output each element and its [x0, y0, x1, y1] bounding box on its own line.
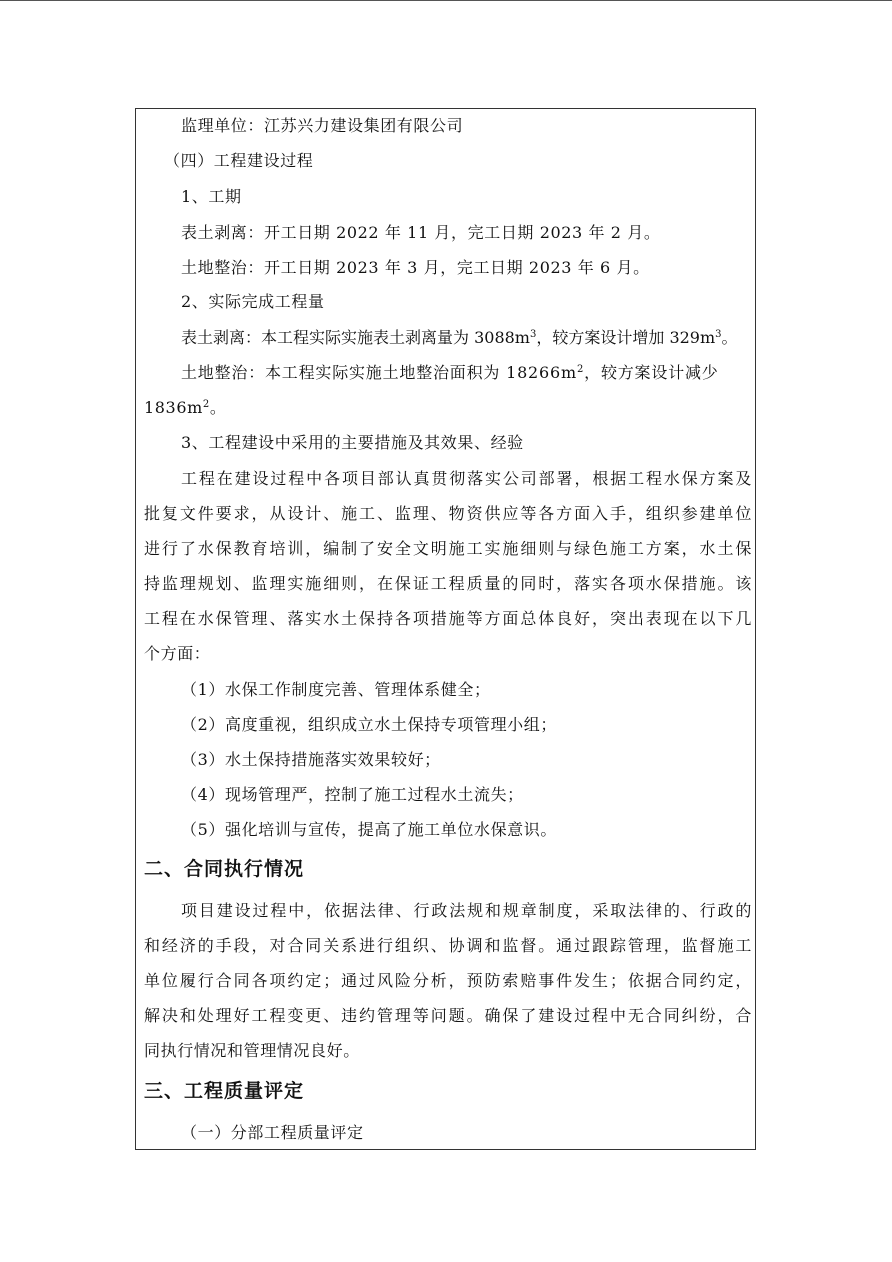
- measures-line-6: 个方面：: [144, 644, 211, 663]
- qty-topsoil-text-c: 。: [721, 328, 738, 347]
- schedule-topsoil: 表土剥离：开工日期 2022 年 11 月，完工日期 2023 年 2 月。: [181, 223, 661, 242]
- qty-land-line-cont: [144, 397, 752, 419]
- page-top-rule: [0, 0, 892, 1]
- section-4-title: （四）工程建设过程: [164, 151, 314, 170]
- qty-land-sup-2: 2: [202, 399, 210, 410]
- measures-line-5: 工程在水保管理、落实水土保持各项措施等方面总体良好，突出表现在以下几: [144, 609, 752, 628]
- highlight-5: （5）强化培训与宣传，提高了施工单位水保意识。: [181, 820, 557, 839]
- measures-line-4: 持监理规划、监理实施细则，在保证工程质量的同时，落实各项水保措施。该: [144, 574, 752, 593]
- section-3-1-title: （一）分部工程质量评定: [181, 1123, 364, 1142]
- schedule-land: 土地整治：开工日期 2023 年 3 月，完工日期 2023 年 6 月。: [181, 258, 650, 277]
- heading-quality: 三、工程质量评定: [144, 1080, 305, 1102]
- qty-topsoil-text-a: 表土剥离：本工程实际实施表土剥离量为 3088m: [181, 328, 530, 347]
- qty-topsoil-sup-2: 3: [715, 329, 722, 340]
- supervisor-line: 监理单位：江苏兴力建设集团有限公司: [181, 116, 464, 135]
- measures-line-2: 批复文件要求，从设计、施工、监理、物资供应等各方面入手，组织参建单位: [144, 504, 752, 523]
- contract-line-3: 单位履行合同各项约定；通过风险分析，预防索赔事件发生；依据合同约定，: [144, 971, 752, 990]
- highlight-1: （1）水保工作制度完善、管理体系健全；: [181, 680, 491, 699]
- contract-line-1: 项目建设过程中，依据法律、行政法规和规章制度，采取法律的、行政的: [181, 901, 752, 920]
- highlight-2: （2）高度重视，组织成立水土保持专项管理小组；: [181, 715, 557, 734]
- qty-land-line: [144, 362, 752, 384]
- qty-land-text-b: ，较方案设计减少: [584, 363, 719, 382]
- qty-topsoil-line: [144, 327, 752, 349]
- qty-land-sup-1: 2: [576, 364, 585, 375]
- contract-line-2: 和经济的手段，对合同关系进行组织、协调和监督。通过跟踪管理，监督施工: [144, 936, 752, 955]
- measures-line-3: 进行了水保教育培训，编制了安全文明施工实施细则与绿色施工方案，水土保: [144, 539, 752, 558]
- highlight-3: （3）水土保持措施落实效果较好；: [181, 750, 441, 769]
- highlight-4: （4）现场管理严，控制了施工过程水土流失；: [181, 785, 524, 804]
- qty-land-text-a: 土地整治：本工程实际实施土地整治面积为 18266m: [181, 363, 577, 382]
- item-2-title: 2、实际完成工程量: [181, 292, 325, 311]
- contract-line-5: 同执行情况和管理情况良好。: [144, 1041, 360, 1060]
- measures-line-1: 工程在建设过程中各项目部认真贯彻落实公司部署，根据工程水保方案及: [181, 469, 752, 488]
- qty-land-text-d: 。: [209, 398, 227, 417]
- qty-topsoil-text-b: ，较方案设计增加 329m: [536, 328, 716, 347]
- heading-contract: 二、合同执行情况: [144, 858, 305, 880]
- item-3-title: 3、工程建设中采用的主要措施及其效果、经验: [181, 433, 524, 452]
- qty-topsoil-sup-1: 3: [529, 329, 537, 340]
- qty-land-text-c: 1836m: [144, 398, 203, 417]
- contract-line-4: 解决和处理好工程变更、违约管理等问题。确保了建设过程中无合同纠纷，合: [144, 1006, 752, 1025]
- item-1-title: 1、工期: [181, 187, 242, 206]
